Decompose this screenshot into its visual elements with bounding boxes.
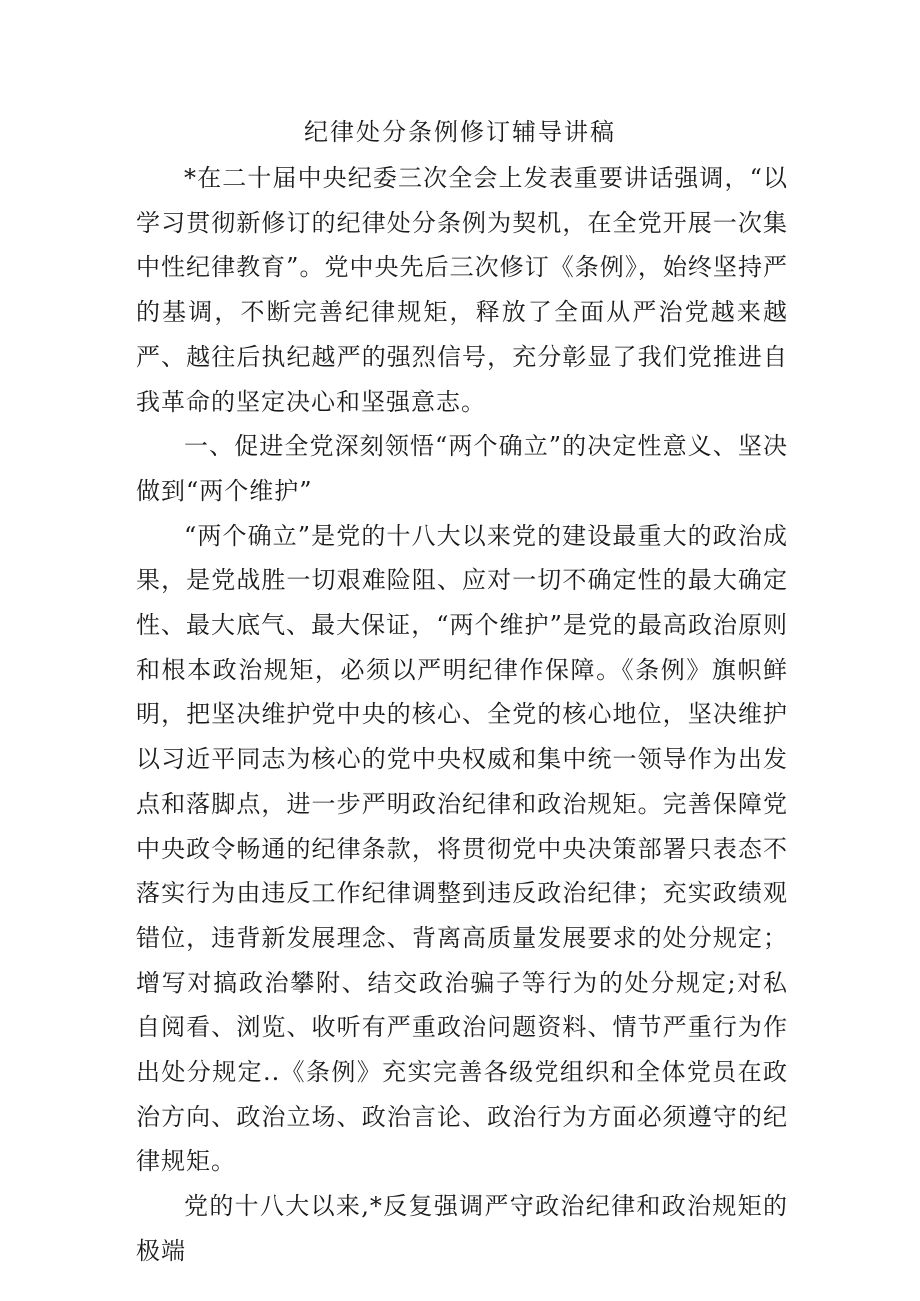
document-body [136, 156, 788, 1274]
document-title: 纪律处分条例修订辅导讲稿 [304, 118, 616, 146]
continuation-paragraph: 党的十八大以来,*反复强调严守政治纪律和政治规矩的极端 [136, 1192, 788, 1265]
intro-paragraph: *在二十届中央纪委三次全会上发表重要讲话强调，“以学习贯彻新修订的纪律处分条例为契机，在全党开展一次集中性纪律教育”。党中央先后三次修订《条例》，始终坚持严的基调，不断完善纪律规矩，释放了全面从严治党越来越严、越往后执纪越严的强烈信号，充分彰显了我们党推进自我革命的坚定决心和坚强意志。 [136, 164, 788, 416]
section-1-paragraph: “两个确立”是党的十八大以来党的建设最重大的政治成果，是党战胜一切艰难险阻、应对一切不确定性的最大确定性、最大底气、最大保证，“两个维护”是党的最高政治原则和根本政治规矩，必须以严明纪律作保障。《条例》旗帜鲜明，把坚决维护党中央的核心、全党的核心地位，坚决维护以习近平同志为核心的党中央权威和集中统一领导作为出发点和落脚点，进一步严明政治纪律和政治规矩。完善保障党中央政令畅通的纪律条款，将贯彻党中央决策部署只表态不落实行为由违反工作纪律调整到违反政治纪律；充实政绩观错位，违背新发展理念、背离高质量发展要求的处分规定；增写对搞政治攀附、结交政治骗子等行为的处分规定;对私自阅看、浏览、收听有严重政治问题资料、情节严重行为作出处分规定..《条例》充实完善各级党组织和全体党员在政治方向、政治立场、政治言论、政治行为方面必须遵守的纪律规矩。 [136, 521, 788, 1176]
section-heading-1: 一、促进全党深刻领悟“两个确立”的决定性意义、坚决做到“两个维护” [136, 432, 788, 505]
